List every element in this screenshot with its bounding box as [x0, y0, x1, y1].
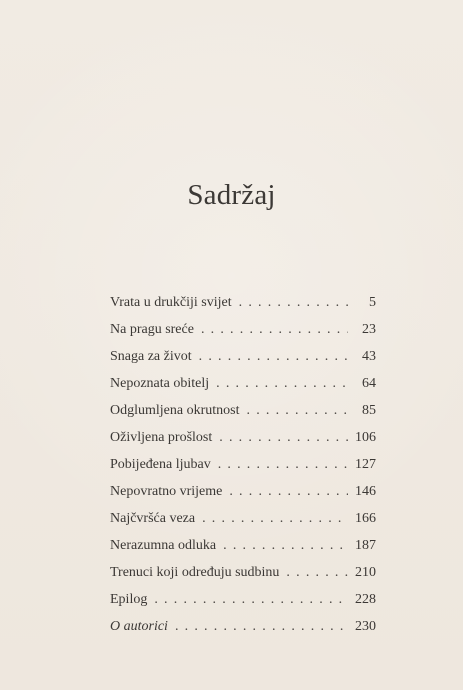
dot-leader: [154, 586, 348, 613]
toc-entry: [110, 370, 376, 397]
toc-entry-page: 127: [355, 457, 376, 472]
toc-entry: [110, 397, 376, 424]
toc-entry-page: 5: [369, 295, 376, 310]
dot-leader: [239, 289, 348, 316]
toc-entry-page: 43: [362, 349, 376, 364]
toc-entry-title: Vrata u drukčiji svijet: [110, 295, 232, 310]
toc-entry-title: Nerazumna odluka: [110, 538, 217, 553]
toc-entry: [110, 289, 376, 316]
toc-entry-page: 228: [355, 592, 376, 607]
toc-entry-page: 85: [362, 403, 376, 418]
dot-leader: [216, 370, 348, 397]
toc-entry-title: Na pragu sreće: [110, 322, 194, 337]
toc-entry-page: 146: [355, 484, 376, 499]
toc-entry: [110, 451, 376, 478]
toc-entry-title: Nepoznata obitelj: [110, 376, 210, 391]
toc-entry: [110, 478, 376, 505]
toc-entry-title: Trenuci koji određuju sudbinu: [110, 565, 280, 580]
dot-leader: [286, 559, 348, 586]
toc-entry-title: Odglumljena okrutnost: [110, 403, 240, 418]
toc-entry-title: Pobijeđena ljubav: [110, 457, 211, 472]
toc-entry: [110, 343, 376, 370]
toc-entry-page: 230: [355, 619, 376, 634]
dot-leader: [229, 478, 348, 505]
toc-entry: [110, 505, 376, 532]
table-of-contents: [110, 289, 376, 640]
toc-entry: [110, 586, 376, 613]
dot-leader: [223, 532, 348, 559]
toc-entry: [110, 613, 376, 640]
dot-leader: [218, 451, 348, 478]
dot-leader: [247, 397, 349, 424]
toc-entry-title: Epilog: [110, 592, 148, 607]
toc-entry-title: Snaga za život: [110, 349, 192, 364]
toc-entry: [110, 532, 376, 559]
toc-entry-page: 187: [355, 538, 376, 553]
toc-entry: [110, 424, 376, 451]
toc-entry-title: O autorici: [110, 619, 168, 634]
dot-leader: [199, 343, 348, 370]
toc-entry-page: 210: [355, 565, 376, 580]
toc-entry-title: Nepovratno vrijeme: [110, 484, 223, 499]
toc-entry-page: 166: [355, 511, 376, 526]
toc-entry-page: 106: [355, 430, 376, 445]
contents-title: Sadržaj: [187, 179, 276, 211]
dot-leader: [202, 505, 348, 532]
toc-entry-page: 64: [362, 376, 376, 391]
dot-leader: [201, 316, 348, 343]
toc-entry-page: 23: [362, 322, 376, 337]
toc-entry: [110, 559, 376, 586]
dot-leader: [219, 424, 348, 451]
dot-leader: [175, 613, 348, 640]
toc-entry: [110, 316, 376, 343]
toc-entry-title: Najčvršća veza: [110, 511, 196, 526]
toc-entry-title: Oživljena prošlost: [110, 430, 213, 445]
